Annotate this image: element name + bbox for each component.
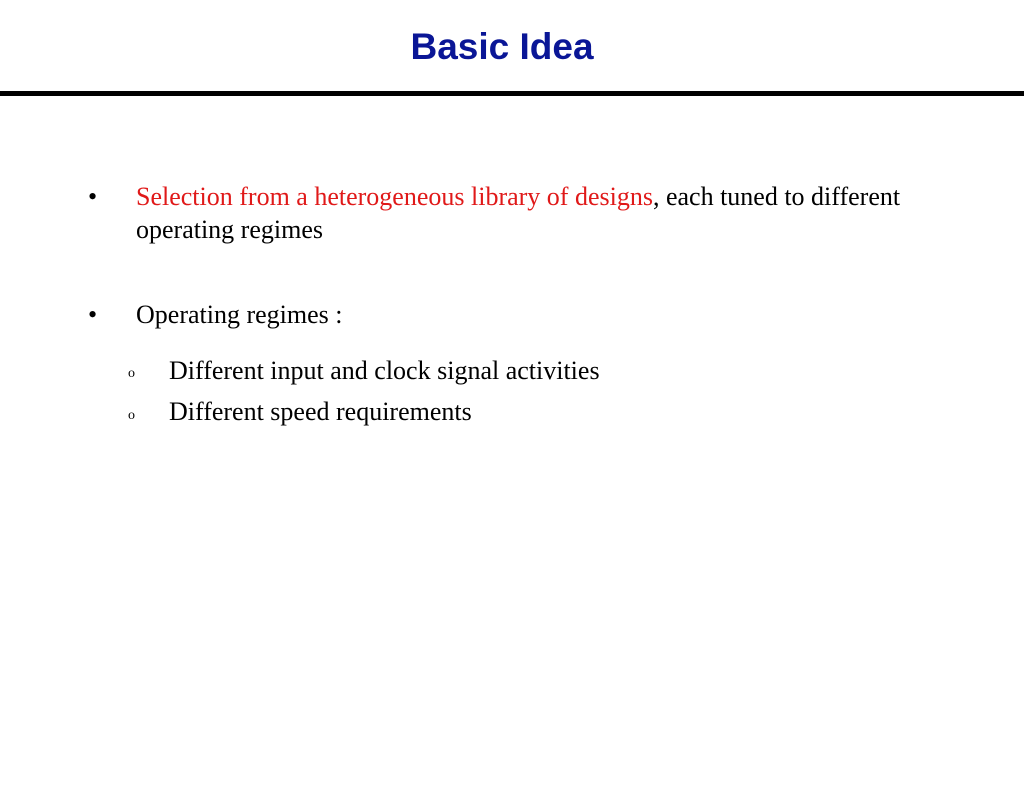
bullet-item-text: , each tuned to different operating regimes: [136, 182, 901, 244]
highlighted-phrase: Selection from a heterogeneous library of designs: [136, 182, 653, 211]
slide-title: Basic Idea: [410, 26, 594, 67]
sub-bullet-marker: o: [128, 408, 135, 423]
bullet-item-operating-regimes: Operating regimes :: [136, 300, 343, 329]
sub-item-speed-requirements: Different speed requirements: [169, 397, 472, 426]
bullet-item-library-selection: [136, 180, 956, 246]
sub-bullet-marker: o: [128, 366, 135, 381]
sub-item-signal-activities: Different input and clock signal activities: [169, 356, 600, 385]
title-divider: [0, 91, 1024, 96]
bullet-marker: •: [88, 182, 98, 211]
bullet-marker: •: [88, 300, 98, 329]
